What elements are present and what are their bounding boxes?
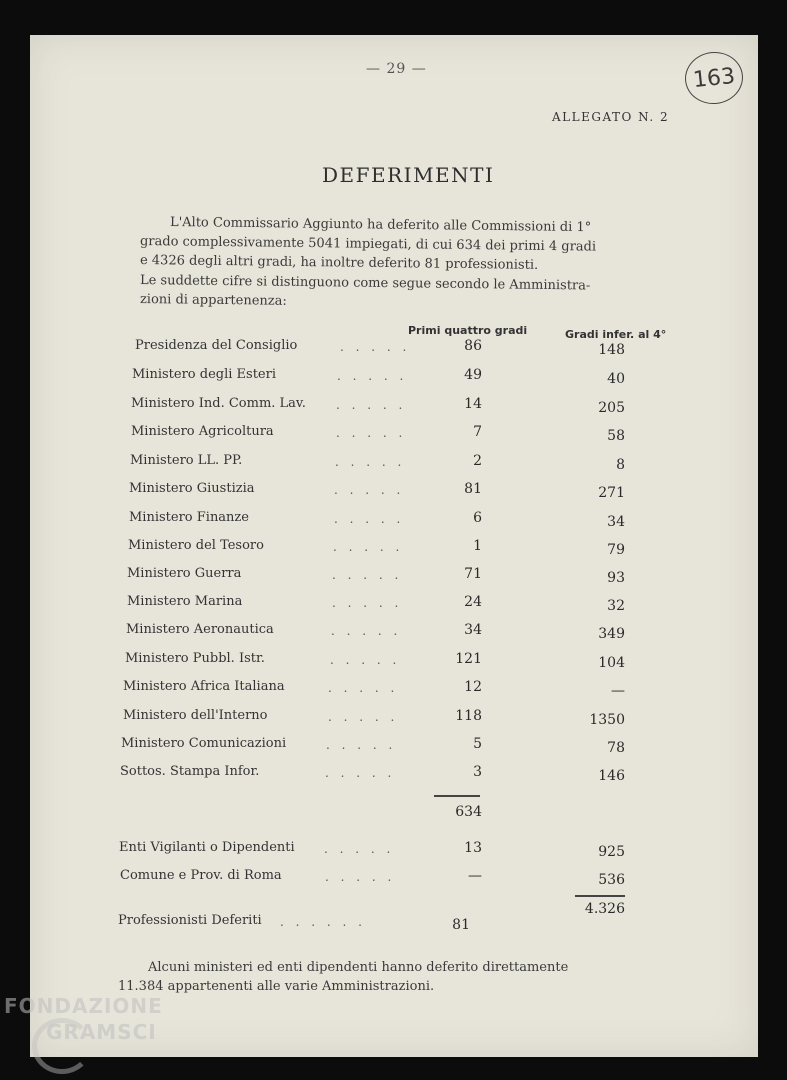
leader-dots: . . . . .: [337, 369, 408, 383]
value-first-four-grades-7: 6: [473, 510, 482, 526]
row-label-3: Ministero Ind. Comm. Lav.: [131, 396, 306, 411]
leader-dots: . . . . . .: [280, 915, 366, 929]
total-lower-grades: 4.326: [584, 901, 625, 917]
value-lower-grades-16: 146: [598, 768, 625, 784]
value-lower-grades-15: 78: [607, 740, 625, 756]
leader-dots: . . . . .: [325, 870, 396, 884]
leader-dots: . . . . .: [331, 624, 402, 638]
row-label-10: Ministero Marina: [127, 594, 243, 609]
value-lower-grades-9: 93: [607, 570, 625, 586]
value-first-four-grades-4: 7: [473, 424, 482, 440]
leader-dots: . . . . .: [340, 340, 411, 354]
value-lower-grades-extra-1: 925: [598, 844, 625, 860]
leader-dots: . . . . .: [328, 710, 399, 724]
row-label-16: Sottos. Stampa Infor.: [120, 764, 260, 779]
watermark-logo-icon: [32, 1018, 92, 1074]
subtotal-rule: [434, 795, 480, 797]
value-first-four-grades-2: 49: [464, 367, 482, 383]
value-first-four-grades-10: 24: [464, 594, 482, 610]
subtotal-first-four-grades: 634: [455, 804, 482, 820]
archive-number-stamp: 163: [682, 49, 745, 107]
total-rule: [575, 895, 625, 897]
document-title: DEFERIMENTI: [322, 163, 495, 187]
intro-line-5: zioni di appartenenza:: [139, 292, 287, 309]
row-label-extra-2: Comune e Prov. di Roma: [120, 868, 282, 883]
value-first-four-grades-extra-1: 13: [464, 840, 482, 856]
value-first-four-grades-14: 118: [455, 708, 482, 724]
value-first-four-grades-8: 1: [473, 538, 482, 554]
value-lower-grades-5: 8: [616, 457, 625, 473]
value-first-four-grades-9: 71: [464, 566, 482, 582]
value-lower-grades-1: 148: [598, 342, 625, 358]
value-lower-grades-11: 349: [598, 626, 625, 642]
row-label-5: Ministero LL. PP.: [130, 453, 243, 468]
value-first-four-grades-1: 86: [464, 338, 482, 354]
value-lower-grades-12: 104: [598, 655, 625, 671]
value-first-four-grades-15: 5: [473, 736, 482, 752]
row-label-8: Ministero del Tesoro: [128, 538, 264, 553]
leader-dots: . . . . .: [333, 540, 404, 554]
leader-dots: . . . . .: [328, 681, 399, 695]
watermark-line-1: FONDAZIONE: [4, 994, 163, 1018]
intro-line-3: e 4326 degli altri gradi, ha inoltre deferito 81 professionisti.: [139, 253, 539, 273]
value-first-four-grades-5: 2: [473, 453, 482, 469]
intro-line-1: L'Alto Commissario Aggiunto ha deferito alle Commissioni di 1°: [169, 215, 592, 236]
value-lower-grades-3: 205: [598, 400, 625, 416]
annex-label: ALLEGATO N. 2: [552, 110, 670, 124]
row-label-13: Ministero Africa Italiana: [123, 679, 285, 694]
row-label-professionals: Professionisti Deferiti: [118, 913, 262, 928]
value-first-four-grades-13: 12: [464, 679, 482, 695]
leader-dots: . . . . .: [334, 512, 405, 526]
leader-dots: . . . . .: [332, 596, 403, 610]
row-label-2: Ministero degli Esteri: [132, 367, 276, 382]
value-first-four-grades-12: 121: [455, 651, 482, 667]
leader-dots: . . . . .: [325, 766, 396, 780]
intro-line-2: grado complessivamente 5041 impiegati, di cui 634 dei primi 4 gradi: [139, 234, 597, 255]
leader-dots: . . . . .: [335, 455, 406, 469]
row-label-6: Ministero Giustizia: [129, 481, 255, 496]
watermark-line-2: GRAMSCI: [46, 1020, 157, 1044]
value-lower-grades-4: 58: [607, 428, 625, 444]
column-header-first-four-grades: Primi quattro gradi: [408, 324, 528, 337]
value-first-four-grades-6: 81: [464, 481, 482, 497]
value-lower-grades-13: —: [611, 683, 625, 699]
row-label-7: Ministero Finanze: [129, 510, 249, 525]
row-label-15: Ministero Comunicazioni: [121, 736, 287, 751]
row-label-1: Presidenza del Consiglio: [135, 338, 298, 353]
page-number: — 29 —: [366, 61, 427, 77]
value-lower-grades-6: 271: [598, 485, 625, 501]
value-lower-grades-2: 40: [607, 371, 625, 387]
leader-dots: . . . . .: [326, 738, 397, 752]
document-page: [30, 35, 758, 1057]
column-header-lower-grades: Gradi infer. al 4°: [565, 328, 667, 341]
value-lower-grades-10: 32: [607, 598, 625, 614]
value-lower-grades-7: 34: [607, 514, 625, 530]
value-lower-grades-extra-2: 536: [598, 872, 625, 888]
intro-line-4: Le suddette cifre si distinguono come segue secondo le Amministra-: [139, 273, 591, 294]
value-first-four-grades-extra-2: —: [468, 868, 482, 884]
closing-line-2: 11.384 appartenenti alle varie Amministrazioni.: [118, 979, 435, 994]
value-first-four-grades-3: 14: [464, 396, 482, 412]
row-label-14: Ministero dell'Interno: [123, 708, 268, 723]
value-lower-grades-8: 79: [607, 542, 625, 558]
value-professionals: 81: [452, 917, 470, 933]
row-label-12: Ministero Pubbl. Istr.: [125, 651, 265, 666]
leader-dots: . . . . .: [336, 426, 407, 440]
leader-dots: . . . . .: [330, 653, 401, 667]
leader-dots: . . . . .: [336, 398, 407, 412]
value-first-four-grades-16: 3: [473, 764, 482, 780]
value-first-four-grades-11: 34: [464, 622, 482, 638]
row-label-9: Ministero Guerra: [127, 566, 242, 581]
row-label-4: Ministero Agricoltura: [131, 424, 274, 439]
value-lower-grades-14: 1350: [589, 712, 625, 728]
fondazione-gramsci-watermark: [4, 994, 163, 1044]
row-label-11: Ministero Aeronautica: [126, 622, 274, 637]
leader-dots: . . . . .: [332, 568, 403, 582]
closing-line-1: Alcuni ministeri ed enti dipendenti hanno deferito direttamente: [148, 960, 569, 975]
row-label-extra-1: Enti Vigilanti o Dipendenti: [119, 840, 295, 855]
leader-dots: . . . . .: [324, 842, 395, 856]
leader-dots: . . . . .: [334, 483, 405, 497]
